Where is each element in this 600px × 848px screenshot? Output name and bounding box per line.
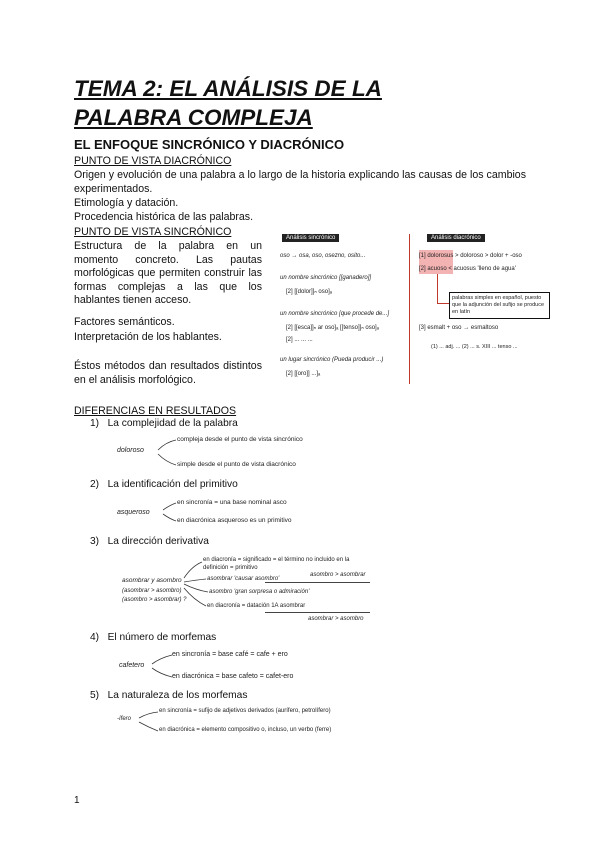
diff-item-2: 2) La identificación del primitivo (90, 479, 238, 490)
item3-rule (265, 582, 370, 583)
item3-branch: asombro 'gran sorpresa o admiración' (209, 589, 310, 595)
item3-branch: en diacronía = significado = el término no incluido en la definición = primitivo (203, 557, 350, 571)
title-line-2: PALABRA COMPLEJA (74, 105, 313, 130)
sincronico-line-1: Estructura de la palabra en un momento concreto. Las pautas morfológicas que permiten construir las formas complejas a las que los hablantes tienen acceso. (74, 240, 262, 306)
sincronico-closing: Éstos métodos dan resultados distintos en el análisis morfológico. (74, 360, 262, 386)
diacronico-line-2: Etimología y datación. (74, 197, 179, 209)
item1-branch: compleja desde el punto de vista sincrónico (177, 436, 303, 443)
fig-sin-line: [2] [[oro]] ...]ₐ (286, 371, 321, 377)
item5-branch: en sincronía = sufijo de adjetivos derivados (aurífero, petrolífero) (159, 708, 331, 714)
callout-box: palabras simples en español, puesto que la adjunción del sufijo se produce en latín (449, 292, 550, 319)
diff-item-3: 3) La dirección derivativa (90, 536, 209, 547)
item2-branch: en sincronía = una base nominal asco (177, 499, 287, 506)
fig-sin-line: un nombre sincrónico [que procede de...] (280, 311, 390, 317)
diacronico-line-1: Origen y evolución de una palabra a lo largo de la historia explicando las causas de los cambios experimentados. (74, 169, 526, 195)
diacronico-line-3: Procedencia histórica de las palabras. (74, 211, 254, 223)
diff-item-4: 4) El número de morfemas (90, 632, 217, 643)
section-heading: EL ENFOQUE SINCRÓNICO Y DIACRÓNICO (74, 137, 345, 152)
item5-branch: en diacrónica = elemento compositivo o, incluso, un verbo (ferre) (159, 727, 332, 733)
item2-word: asqueroso (117, 509, 150, 516)
item3-result: asombro > asombrar (310, 572, 366, 578)
item4-word: cafetero (119, 662, 145, 669)
diff-item-5: 5) La naturaleza de los morfemas (90, 690, 248, 701)
sincronico-line-2: Factores semánticos. (74, 316, 175, 328)
item3-branch: en diacronía = datación 1A asombrar (207, 603, 306, 609)
item3-word: (asombro > asombrar) ? (122, 597, 187, 603)
item1-word: doloroso (117, 447, 144, 454)
fig-diacronico-label: Análisis diacrónico (427, 234, 485, 242)
fig-sin-line: un lugar sincrónico (Pueda producir ...) (280, 357, 384, 363)
fig-dia-line: [1] dolorosus > doloroso > dolor + -oso (419, 253, 522, 259)
fig-sin-line: oso → osa, oso, osezno, osito... (280, 253, 366, 259)
fig-sin-line: un nombre sincrónico [[ganadero]] (280, 275, 372, 281)
fig-dia-line: [3] esmalt + oso → esmaltoso (419, 325, 499, 331)
diacronico-heading: PUNTO DE VISTA DIACRÓNICO (74, 155, 232, 167)
item3-word: (asombrar > asombro) (122, 588, 182, 594)
item4-branch: en sincronía = base café = cafe + ero (172, 651, 288, 658)
item3-branch: asombrar 'causar asombro' (207, 576, 280, 582)
fig-sin-line: [2] [[dolor]]ₙ oso]ₐ (286, 289, 332, 295)
item3-word: asombrar y asombro (122, 577, 182, 584)
fig-sin-line: [2] [[esca]]ₙ ar oso]ₐ [[tenso]]ₙ oso]ₐ (286, 325, 379, 331)
item1-branch: simple desde el punto de vista diacrónico (177, 461, 296, 468)
sincronico-heading: PUNTO DE VISTA SINCRÓNICO (74, 226, 232, 238)
fig-dia-note: (1) ... adj. ... (2) ... s. XIII ... tenso ... (431, 344, 518, 350)
item3-result: asombrar > asombro (308, 616, 364, 622)
title-line-1: TEMA 2: EL ANÁLISIS DE LA (74, 76, 382, 101)
page-number: 1 (74, 795, 80, 806)
item2-branch: en diacrónica asqueroso es un primitivo (177, 517, 292, 524)
item3-rule (265, 612, 370, 613)
sincronico-line-3: Interpretación de los hablantes. (74, 331, 222, 343)
fig-sin-line: [2] ... ... ... (286, 337, 313, 343)
differences-heading: DIFERENCIAS EN RESULTADOS (74, 405, 237, 417)
diff-item-1: 1) La complejidad de la palabra (90, 418, 238, 429)
fig-dia-line: [2] acuoso < acuosus 'lleno de agua' (419, 266, 516, 272)
fig-sincronico-label: Análisis sincrónico (282, 234, 339, 242)
item4-branch: en diacrónica = base cafeto = cafet-ero (172, 673, 294, 680)
item5-word: -ífero (117, 716, 132, 722)
